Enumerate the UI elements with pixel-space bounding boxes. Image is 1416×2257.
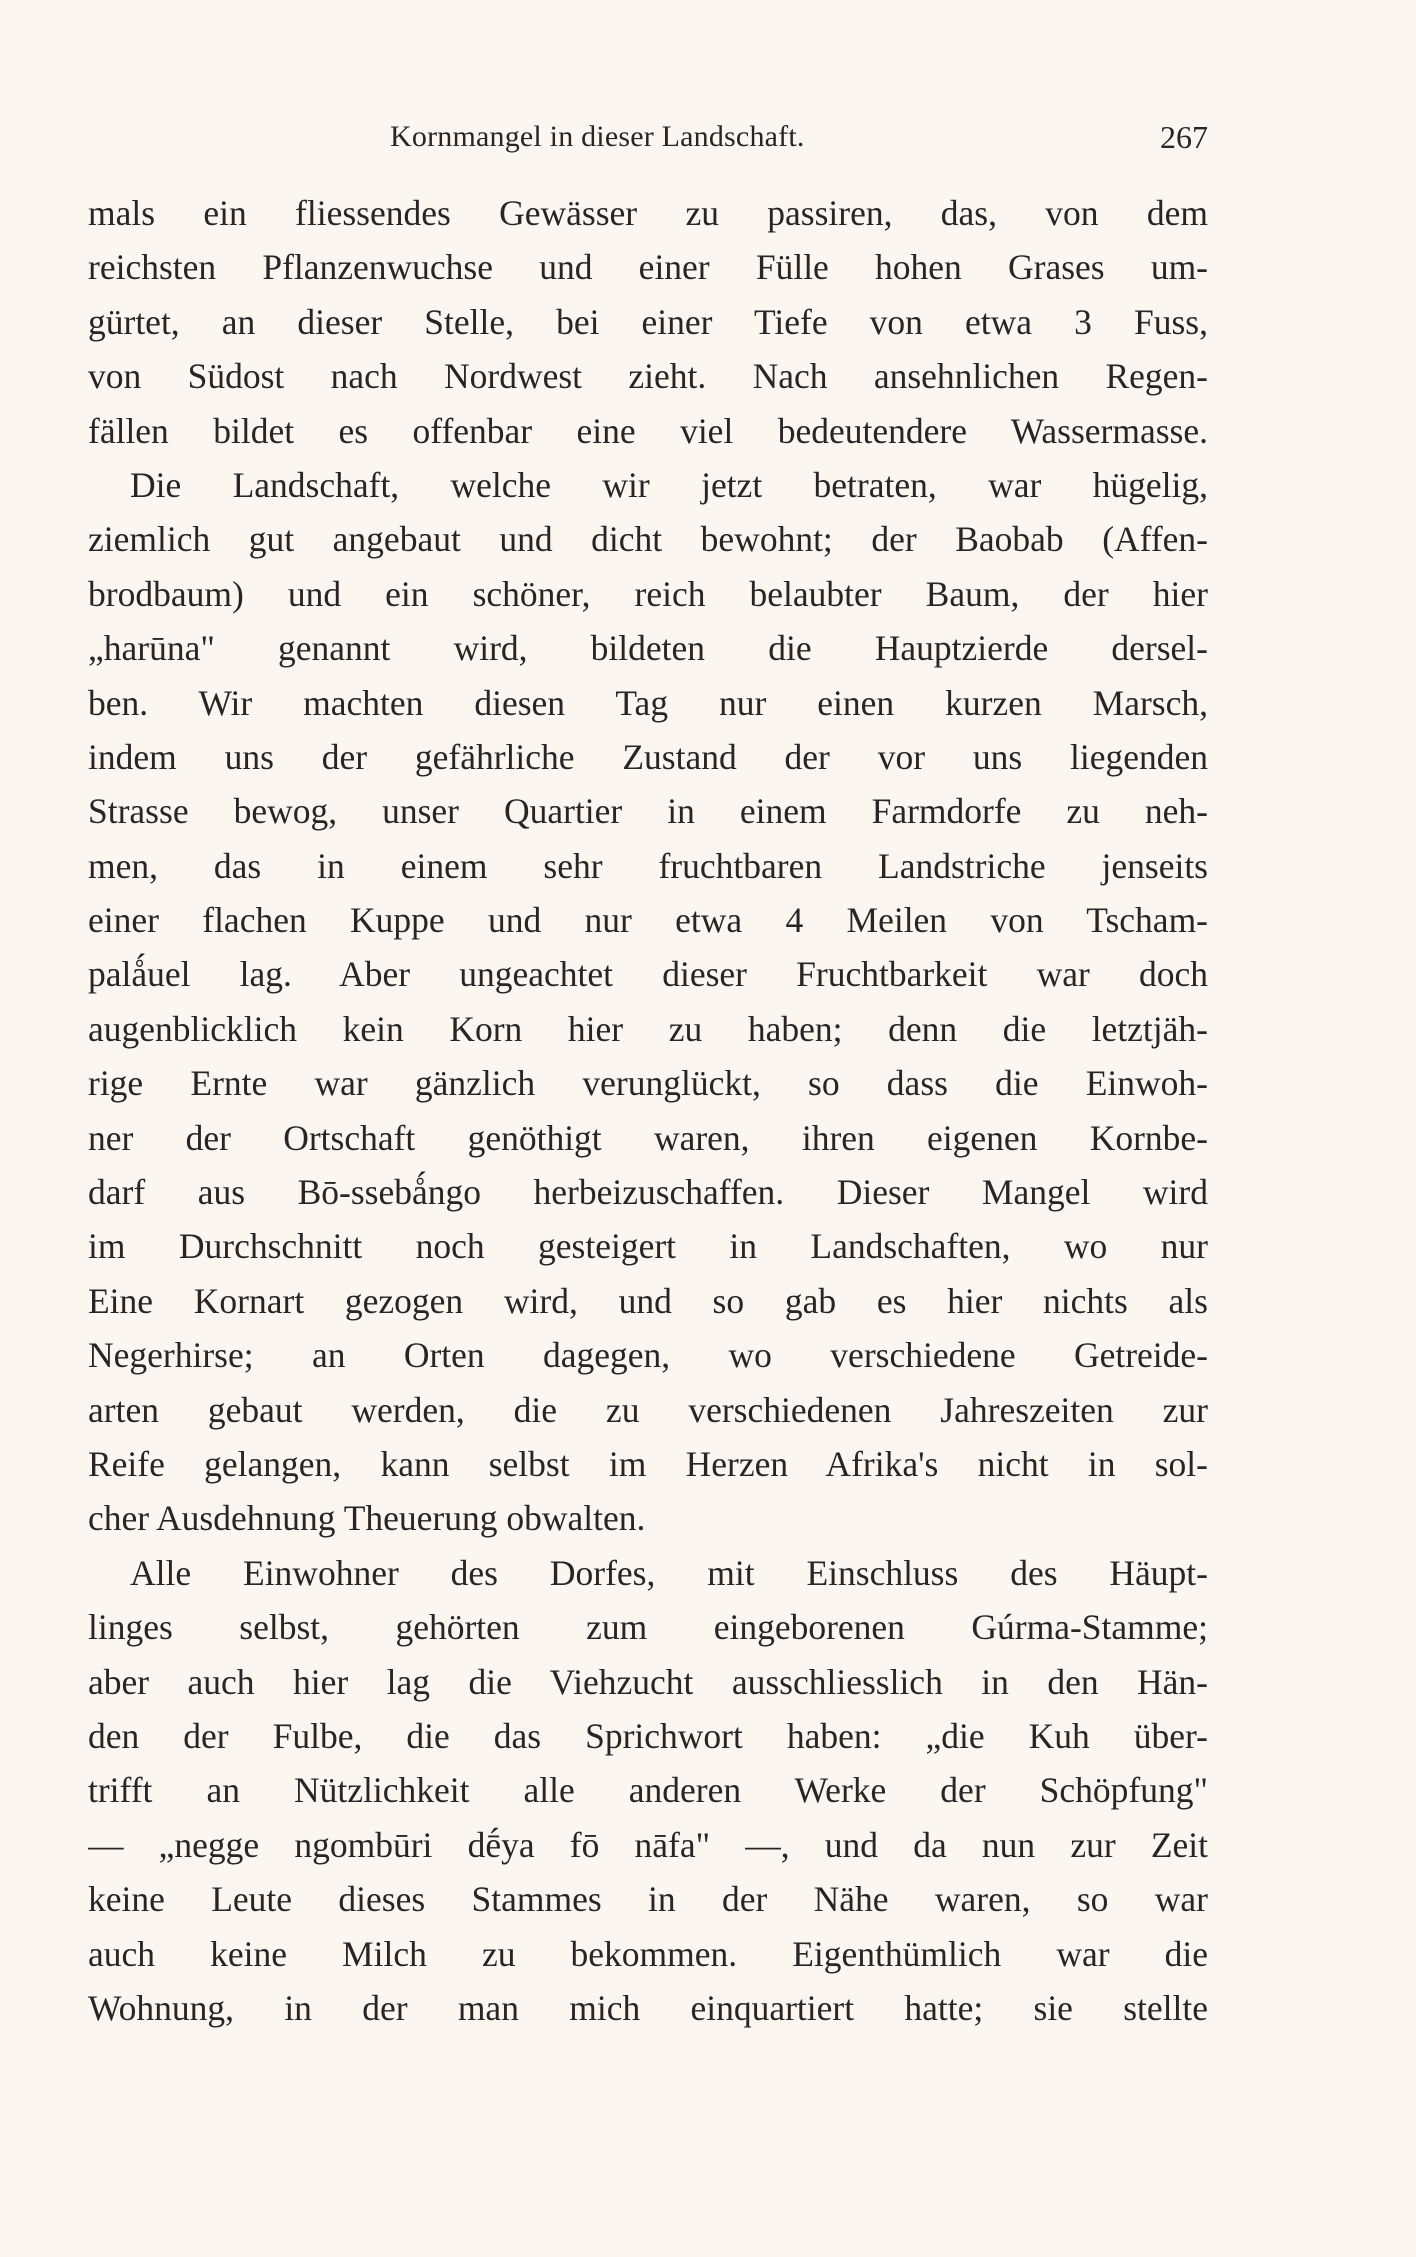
text-line: aber auch hier lag die Viehzucht ausschliesslich in den Hän- (88, 1661, 1208, 1702)
text-line: ben. Wir machten diesen Tag nur einen kurzen Marsch, (88, 682, 1208, 723)
text-line: keine Leute dieses Stammes in der Nähe waren, so war (88, 1879, 1208, 1920)
running-head (88, 112, 1208, 162)
text-line: reichsten Pflanzenwuchse und einer Fülle hohen Grases um- (88, 247, 1208, 288)
text-line: im Durchschnitt noch gesteigert in Landschaften, wo nur (88, 1226, 1208, 1267)
text-line: augenblicklich kein Korn hier zu haben; denn die letztjäh- (88, 1008, 1208, 1049)
text-line: Wohnung, in der man mich einquartiert hatte; sie stellte (88, 1987, 1208, 2028)
text-line: ner der Ortschaft genöthigt waren, ihren eigenen Kornbe- (88, 1117, 1208, 1158)
page-number: 267 (1160, 119, 1208, 155)
text-line: auch keine Milch zu bekommen. Eigenthümlich war die (88, 1933, 1208, 1974)
text-line: rige Ernte war gänzlich verunglückt, so dass die Einwoh- (88, 1063, 1208, 1104)
text-line: Eine Kornart gezogen wird, und so gab es hier nichts als (88, 1280, 1208, 1321)
text-line: gürtet, an dieser Stelle, bei einer Tiefe von etwa 3 Fuss, (88, 301, 1208, 342)
text-line: brodbaum) und ein schöner, reich belaubter Baum, der hier (88, 573, 1208, 614)
text-line: indem uns der gefährliche Zustand der vor uns liegenden (88, 736, 1208, 777)
text-line: darf aus Bō-ssebǻngo herbeizuschaffen. Dieser Mangel wird (88, 1172, 1208, 1213)
text-line: „harūna" genannt wird, bildeten die Hauptzierde dersel- (88, 628, 1208, 669)
text-line: Negerhirse; an Orten dagegen, wo verschiedene Getreide- (88, 1335, 1208, 1376)
text-line: Die Landschaft, welche wir jetzt betraten, war hügelig, (130, 464, 1208, 505)
text-line: von Südost nach Nordwest zieht. Nach ansehnlichen Regen- (88, 356, 1208, 397)
text-line: men, das in einem sehr fruchtbaren Landstriche jenseits (88, 845, 1208, 886)
text-line: den der Fulbe, die das Sprichwort haben: „die Kuh über- (88, 1715, 1208, 1756)
text-line: Alle Einwohner des Dorfes, mit Einschluss des Häupt- (130, 1552, 1208, 1593)
text-line: — „negge ngombūri dḗya fō nāfa" —, und da nun zur Zeit (88, 1824, 1208, 1865)
text-line: palǻuel lag. Aber ungeachtet dieser Fruchtbarkeit war doch (88, 954, 1208, 995)
text-line: fällen bildet es offenbar eine viel bedeutendere Wassermasse. (88, 410, 1208, 451)
text-line: cher Ausdehnung Theuerung obwalten. (88, 1498, 646, 1539)
body-text (88, 186, 1208, 2035)
running-title: Kornmangel in dieser Landschaft. (390, 120, 805, 153)
text-line: arten gebaut werden, die zu verschiedenen Jahreszeiten zur (88, 1389, 1208, 1430)
text-line: ziemlich gut angebaut und dicht bewohnt; der Baobab (Affen- (88, 519, 1208, 560)
text-line: Strasse bewog, unser Quartier in einem Farmdorfe zu neh- (88, 791, 1208, 832)
text-line: Reife gelangen, kann selbst im Herzen Afrika's nicht in sol- (88, 1443, 1208, 1484)
text-line: einer flachen Kuppe und nur etwa 4 Meilen von Tscham- (88, 900, 1208, 941)
text-line: mals ein fliessendes Gewässer zu passiren, das, von dem (88, 193, 1208, 233)
text-line: linges selbst, gehörten zum eingeborenen Gúrma-Stamme; (88, 1607, 1208, 1648)
text-line: trifft an Nützlichkeit alle anderen Werke der Schöpfung" (88, 1770, 1208, 1811)
